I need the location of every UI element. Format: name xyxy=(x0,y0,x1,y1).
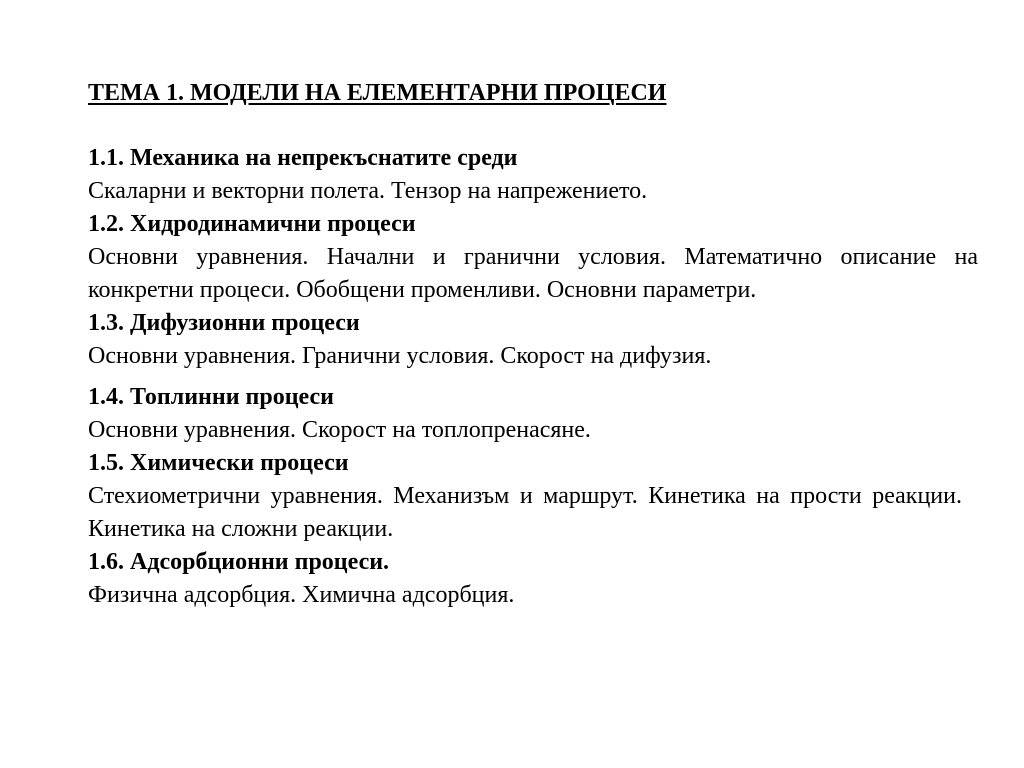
section-heading: 1.3. Дифузионни процеси xyxy=(88,310,360,336)
section-heading: 1.2. Хидродинамични процеси xyxy=(88,211,416,237)
page-title: ТЕМА 1. МОДЕЛИ НА ЕЛЕМЕНТАРНИ ПРОЦЕСИ xyxy=(88,80,667,106)
section-1-6 xyxy=(88,546,978,612)
section-1-2 xyxy=(88,208,978,307)
section-heading: 1.1. Механика на непрекъснатите среди xyxy=(88,145,518,171)
section-1-1 xyxy=(88,142,978,208)
section-body: Физична адсорбция. Химична адсорбция. xyxy=(88,582,515,608)
section-heading: 1.6. Адсорбционни процеси. xyxy=(88,549,390,575)
document-page xyxy=(88,78,978,612)
section-1-5 xyxy=(88,447,978,546)
section-body: Скаларни и векторни полета. Тензор на напрежението. xyxy=(88,178,648,204)
section-heading: 1.5. Химически процеси xyxy=(88,450,349,476)
section-body: Стехиометрични уравнения. Механизъм и маршрут. Кинетика на прости реакции. Кинетика на сложни реакции. xyxy=(88,483,962,542)
spacer xyxy=(88,373,978,381)
section-1-3 xyxy=(88,307,978,373)
section-body: Основни уравнения. Скорост на топлопренасяне. xyxy=(88,417,591,443)
section-body: Основни уравнения. Начални и гранични условия. Математично описание на конкретни процеси. Обобщени променливи. Основни параметри. xyxy=(88,244,978,303)
section-1-4 xyxy=(88,381,978,447)
section-heading: 1.4. Топлинни процеси xyxy=(88,384,334,410)
section-body: Основни уравнения. Гранични условия. Скорост на дифузия. xyxy=(88,343,712,369)
